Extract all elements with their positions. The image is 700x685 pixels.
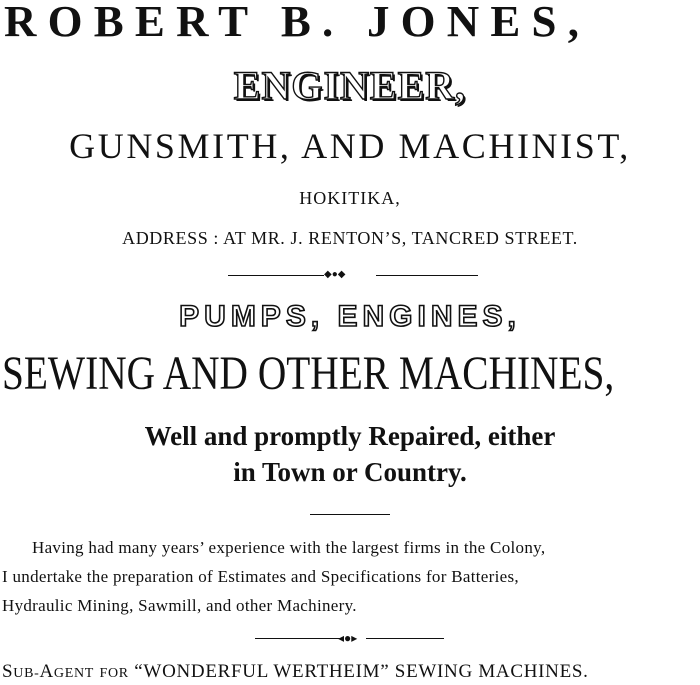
machines-heading: SEWING AND OTHER MACHINES, [2,347,615,400]
paragraph-line-3: Hydraulic Mining, Sawmill, and other Machinery. [2,596,357,615]
sub-agent-prefix-gent: GENT [53,666,95,681]
trades-line: GUNSMITH, AND MACHINIST, [69,126,631,166]
services-heading: PUMPS, ENGINES, [179,300,521,333]
advertiser-name: ROBERT B. JONES, [4,0,591,46]
sub-agent-prefix-a: A [39,661,54,682]
sub-agent-prefix-s: S [2,661,14,682]
town-line: HOKITIKA, [299,188,401,208]
repaired-line-1: Well and promptly Repaired, either [144,421,556,451]
sub-agent-line [2,661,700,685]
sub-agent-for: FOR [99,666,129,681]
paragraph-line-1: Having had many years’ experience with the largest firms in the Colony, [32,538,546,557]
short-rule [310,514,390,515]
sub-agent-prefix-ub: UB- [13,666,40,681]
address-line: ADDRESS : AT MR. J. RENTON’S, TANCRED STREET. [122,228,578,248]
trade-title: ENGINEER, [233,63,467,108]
paragraph-line-2: I undertake the preparation of Estimates and Specifications for Batteries, [2,567,519,586]
repaired-line-2: in Town or Country. [233,457,467,487]
sub-agent-rest: “WONDERFUL WERTHEIM” SEWING MACHINES. [134,661,589,682]
